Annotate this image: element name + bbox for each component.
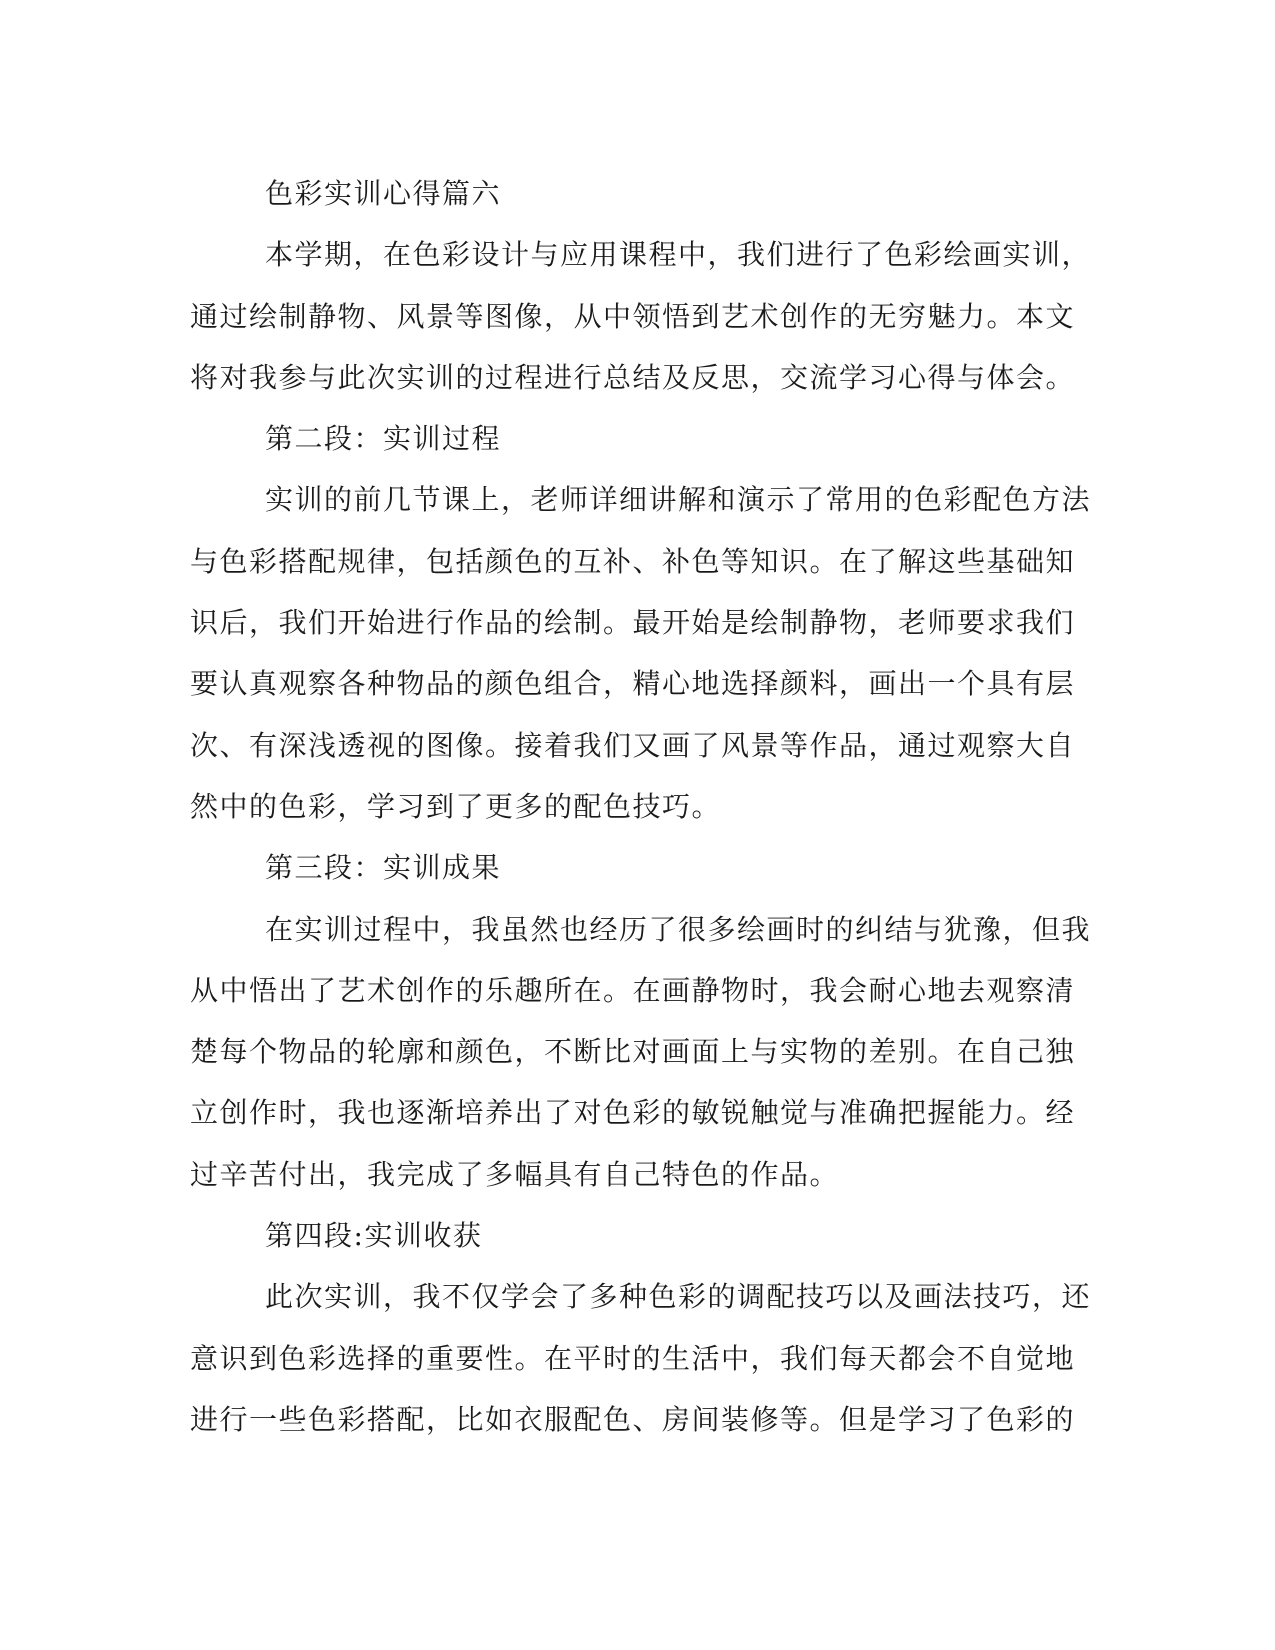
section-heading: 第三段：实训成果 xyxy=(265,851,502,885)
paragraph-line: 通过绘制静物、风景等图像，从中领悟到艺术创作的无穷魅力。本文 xyxy=(190,299,1076,333)
paragraph-line: 此次实训，我不仅学会了多种色彩的调配技巧以及画法技巧，还 xyxy=(265,1280,1092,1314)
paragraph-line: 过辛苦付出，我完成了多幅具有自己特色的作品。 xyxy=(190,1157,840,1191)
paragraph-line: 与色彩搭配规律，包括颜色的互补、补色等知识。在了解这些基础知 xyxy=(190,544,1076,578)
section-heading: 第二段：实训过程 xyxy=(265,422,502,456)
paragraph-line: 将对我参与此次实训的过程进行总结及反思，交流学习心得与体会。 xyxy=(190,360,1076,394)
section-heading: 第四段:实训收获 xyxy=(265,1219,483,1253)
document-body xyxy=(190,163,1092,1450)
paragraph-line: 意识到色彩选择的重要性。在平时的生活中，我们每天都会不自觉地 xyxy=(190,1341,1076,1375)
paragraph-line: 在实训过程中，我虽然也经历了很多绘画时的纠结与犹豫，但我 xyxy=(265,912,1092,946)
paragraph-line: 次、有深浅透视的图像。接着我们又画了风景等作品，通过观察大自 xyxy=(190,728,1076,762)
paragraph-line: 楚每个物品的轮廓和颜色，不断比对画面上与实物的差别。在自己独 xyxy=(190,1035,1076,1069)
paragraph-line: 立创作时，我也逐渐培养出了对色彩的敏锐触觉与准确把握能力。经 xyxy=(190,1096,1076,1130)
paragraph-line: 要认真观察各种物品的颜色组合，精心地选择颜料，画出一个具有层 xyxy=(190,667,1076,701)
section-title: 色彩实训心得篇六 xyxy=(265,177,502,210)
paragraph-line: 进行一些色彩搭配，比如衣服配色、房间装修等。但是学习了色彩的 xyxy=(190,1402,1076,1436)
paragraph-line: 识后，我们开始进行作品的绘制。最开始是绘制静物，老师要求我们 xyxy=(190,606,1076,640)
paragraph-line: 从中悟出了艺术创作的乐趣所在。在画静物时，我会耐心地去观察清 xyxy=(190,973,1076,1007)
paragraph-line: 实训的前几节课上，老师详细讲解和演示了常用的色彩配色方法 xyxy=(265,483,1092,517)
paragraph-line: 然中的色彩，学习到了更多的配色技巧。 xyxy=(190,789,722,823)
paragraph-line: 本学期，在色彩设计与应用课程中，我们进行了色彩绘画实训， xyxy=(265,238,1092,272)
